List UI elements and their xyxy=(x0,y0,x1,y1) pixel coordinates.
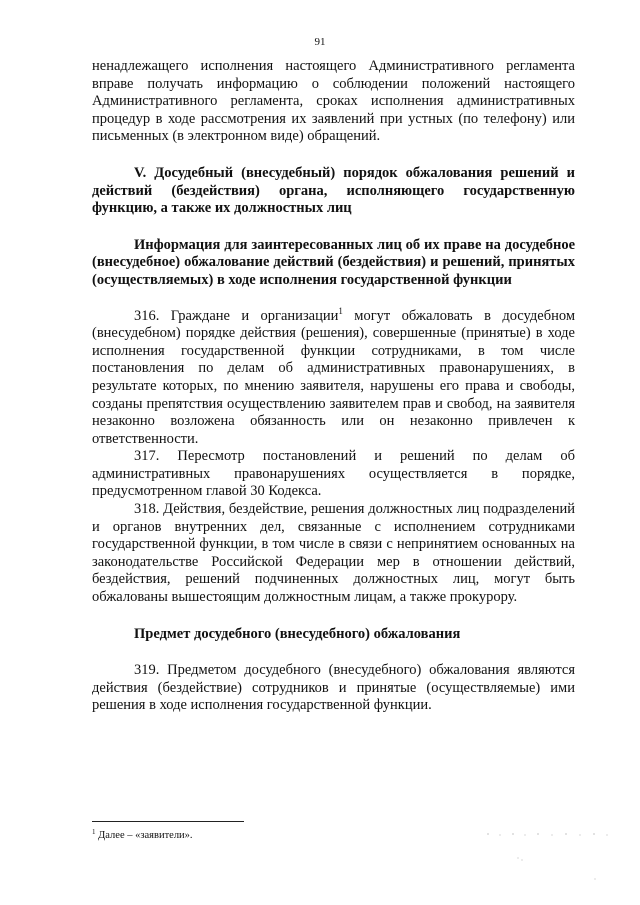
page-number: 91 xyxy=(314,36,326,48)
footnote-mark: 1 xyxy=(92,828,96,836)
section-heading: V. Досудебный (внесудебный) порядок обжалования решений и действий (бездействия) органа, исполняющего государственную функцию, а также их должностных лиц xyxy=(92,164,575,217)
paragraph-319: 319. Предметом досудебного (внесудебного) обжалования являются действия (бездействие) сотрудников и принятые (осуществляемые) ими решения в ходе исполнения государственной функции. xyxy=(92,662,575,714)
paragraph-316-start: 316. Граждане и организации xyxy=(134,307,339,324)
paragraph-317: 317. Пересмотр постановлений и решений по делам об административных правонарушениях осуществляется в порядке, предусмотренном главой 30 Кодекса. xyxy=(92,448,575,500)
intro-paragraph: ненадлежащего исполнения настоящего Административного регламента вправе получать информацию о соблюдении положений настоящего Административного регламента, сроках исполнения административных процедур в ходе рассмотрения их заявлений при устных (по телефону) или письменных (в электронном виде) обращений. xyxy=(92,58,575,145)
paragraph-318: 318. Действия, бездействие, решения должностных лиц подразделений и органов внутренних дел, связанные с исполнением сотрудниками государственной функции, в том числе в связи с непринятием основанных на законодательстве Российской Федерации мер в отношении действий, бездействия, решений подчиненных должностных лиц, могут быть обжалованы вышестоящим должностным лицам, а также прокурору. xyxy=(92,501,575,606)
paragraph-316 xyxy=(92,305,575,449)
subheading-info: Информация для заинтересованных лиц об их праве на досудебное (внесудебное) обжалование действий (бездействия) и решений, принятых (осуществляемых) в ходе исполнения государственной функции xyxy=(92,236,575,288)
paragraph-316-rest: могут обжаловать в досудебном (внесудебном) порядке действия (решения), совершенные (принятые) в ходе исполнения государственной функции сотрудниками, в том числе постановления по делам об административных правонарушениях, в результате которых, по мнению заявителя, нарушены его права и свободы, созданы препятствия осуществлению заявителем прав и свобод, на заявителя незаконно возложена обязанность или он незаконно привлечен к ответственности. xyxy=(92,307,575,447)
footnote xyxy=(92,829,193,842)
footnote-divider xyxy=(92,821,244,822)
page-body xyxy=(92,58,575,715)
footnote-reference: 1 xyxy=(338,305,343,316)
footnote-text: Далее – «заявители». xyxy=(95,830,193,841)
subheading-subject: Предмет досудебного (внесудебного) обжалования xyxy=(134,625,461,642)
scan-noise-specks xyxy=(486,832,616,892)
